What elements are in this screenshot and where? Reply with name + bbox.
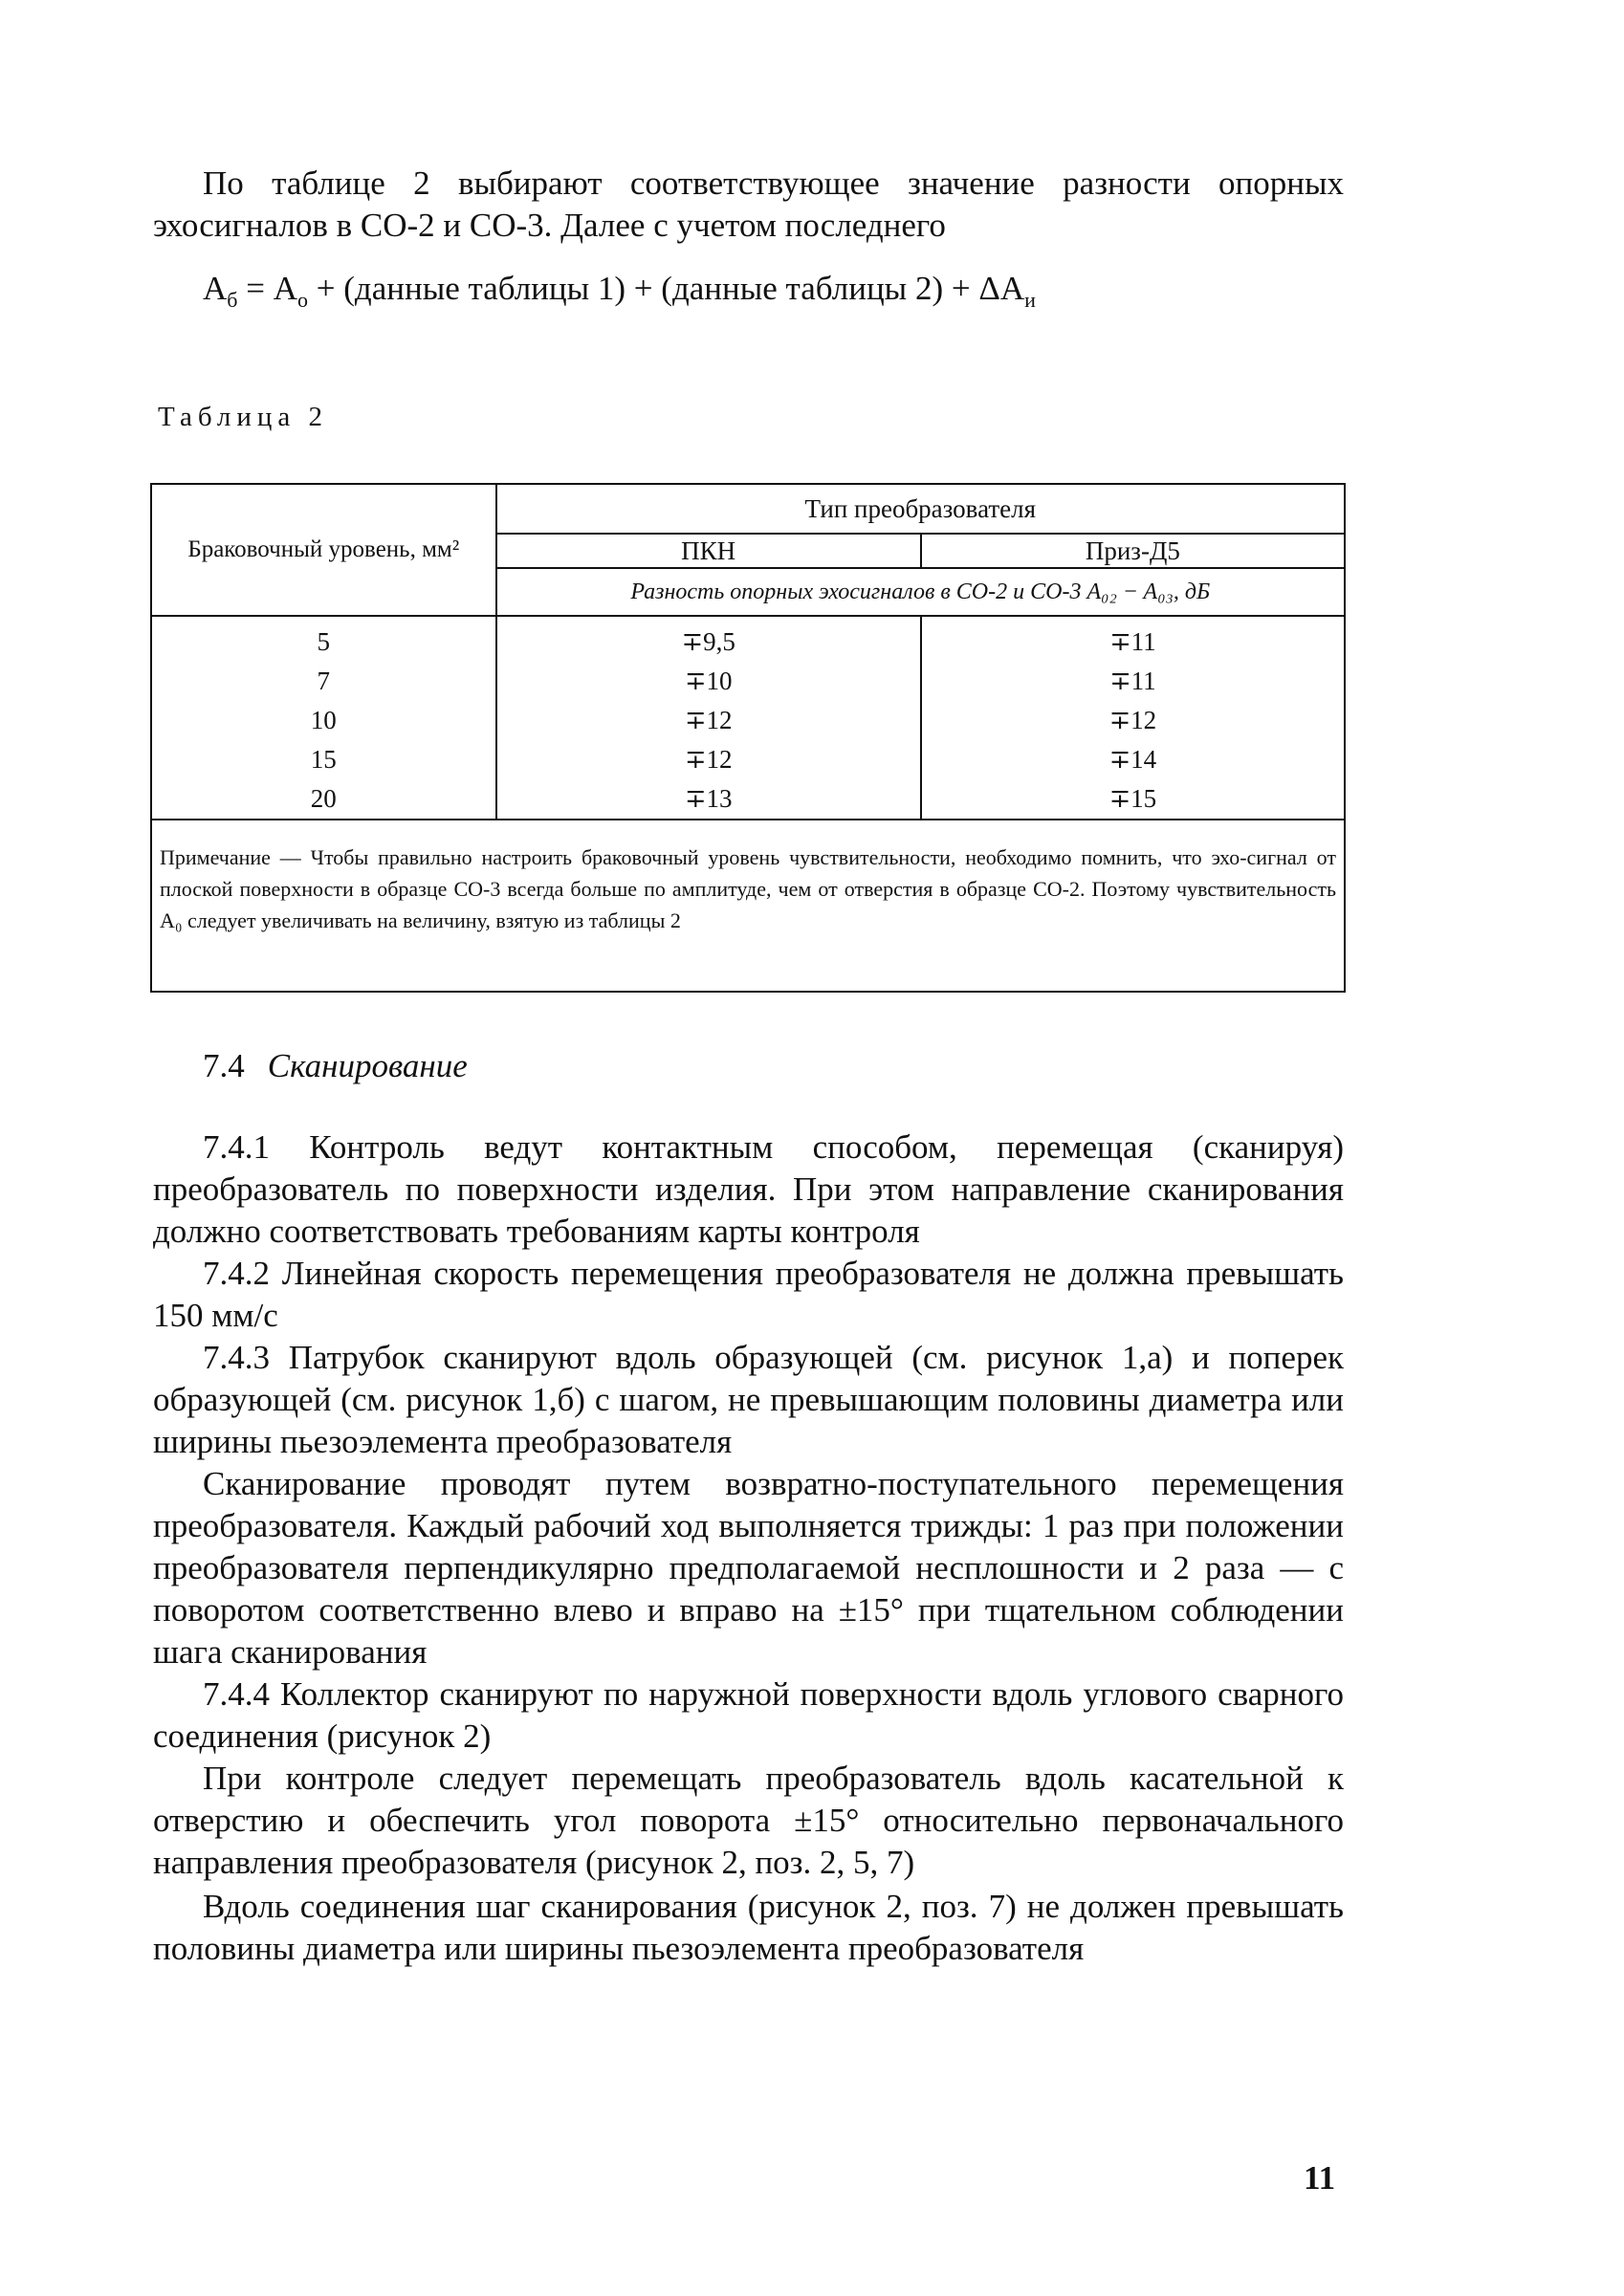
paragraph-7-4-2: 7.4.2 Линейная скорость перемещения преобразователя не должна превышать 150 мм/с xyxy=(153,1255,1344,1334)
paragraph-7-4-4: 7.4.4 Коллектор сканируют по наружной поверхности вдоль углового сварного соединения (рисунок 2) xyxy=(153,1675,1344,1755)
table-cell: ∓9,5 xyxy=(681,627,735,656)
formula-a-sub: о xyxy=(297,288,309,312)
header-level: Браковочный уровень, мм² xyxy=(151,484,496,616)
table-cell: ∓15 xyxy=(1108,784,1157,813)
table-2 xyxy=(150,483,1346,993)
paragraph-7-4-3: 7.4.3 Патрубок сканируют вдоль образующей (см. рисунок 1,а) и поперек образующей (см. рисунок 1,б) с шагом, не превышающим половины диаметра или ширины пьезоэлемента преобразователя xyxy=(153,1339,1344,1460)
intro-paragraph: По таблице 2 выбирают соответствующее значение разности опорных эхосигналов в СО-2 и СО-3. Далее с учетом последнего xyxy=(153,164,1344,244)
pkn-column xyxy=(496,616,921,820)
formula-rest-sub: и xyxy=(1024,288,1036,312)
table-cell: ∓12 xyxy=(1108,706,1157,734)
paragraph-scanning-method: Сканирование проводят путем возвратно-поступательного перемещения преобразователя. Каждый рабочий ход выполняется трижды: 1 раз при положении преобразователя перпендикулярно предполагаемой несплошности и 2 раза — с поворотом соответственно влево и вправо на ±15° при тщательном соблюдении шага сканирования xyxy=(153,1465,1344,1671)
table-cell: 7 xyxy=(317,667,331,695)
section-heading xyxy=(203,1047,468,1085)
paragraph-scan-step: Вдоль соединения шаг сканирования (рисунок 2, поз. 7) не должен превышать половины диаметра или ширины пьезоэлемента преобразователя xyxy=(153,1888,1344,1967)
table-cell: ∓13 xyxy=(684,784,733,813)
section-title: Сканирование xyxy=(267,1047,468,1084)
table-caption: Таблица 2 xyxy=(158,402,329,432)
table-cell: 5 xyxy=(317,627,331,656)
table-cell: ∓12 xyxy=(684,706,733,734)
header-difference: Разность опорных эхосигналов в СО-2 и СО-3 A₀₂ − A₀₃, дБ xyxy=(496,568,1345,616)
table-cell: ∓11 xyxy=(1109,627,1156,656)
table-cell: ∓11 xyxy=(1109,667,1156,695)
formula-lhs: A xyxy=(203,270,228,307)
paragraph-7-4-1: 7.4.1 Контроль ведут контактным способом, перемещая (сканируя) преобразователь по поверхности изделия. При этом направление сканирования должно соответствовать требованиям карты контроля xyxy=(153,1128,1344,1250)
table-cell: 20 xyxy=(310,784,337,813)
table-note: Примечание — Чтобы правильно настроить браковочный уровень чувствительности, необходимо помнить, что эхо-сигнал от плоской поверхности в образце СО-3 всегда больше по амплитуде, чем от отверстия в образце СО-2. Поэтому чувствительность A₀ следует увеличивать на величину, взятую из таблицы 2 xyxy=(151,820,1345,992)
formula: $A_б = A_о$ + (данные таблицы 1) + (данные таблицы $2) + \Delta A_и$ xyxy=(203,270,1036,312)
header-type: Тип преобразователя xyxy=(496,484,1345,534)
header-priz: Приз-Д5 xyxy=(921,534,1345,568)
paragraph-control-rotation: При контроле следует перемещать преобразователь вдоль касательной к отверстию и обеспечить угол поворота ±15° относительно первоначального направления преобразователя (рисунок 2, поз. 2, 5, 7) xyxy=(153,1760,1344,1881)
table-cell: ∓14 xyxy=(1108,745,1157,774)
table-cell: ∓12 xyxy=(684,745,733,774)
priz-column xyxy=(921,616,1345,820)
table-cell: 10 xyxy=(310,706,337,734)
formula-a: A xyxy=(273,270,298,307)
levels-column xyxy=(151,616,496,820)
formula-lhs-sub: б xyxy=(227,288,238,312)
section-number: 7.4 xyxy=(203,1047,245,1084)
header-pkn: ПКН xyxy=(496,534,921,568)
table-cell: ∓10 xyxy=(684,667,733,695)
formula-rest: + (данные таблицы 1) + (данные таблицы 2) + ΔA xyxy=(316,270,1025,307)
table-cell: 15 xyxy=(310,745,337,774)
page-number: 11 xyxy=(1304,2159,1336,2197)
